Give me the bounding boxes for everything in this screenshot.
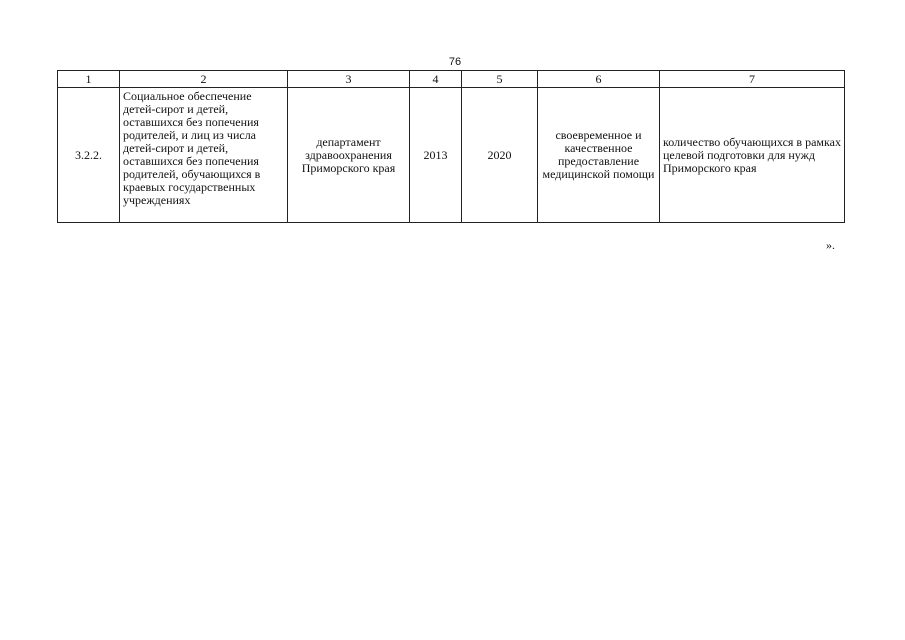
column-header-1: 1	[58, 71, 120, 88]
table-row	[58, 88, 845, 223]
activity-name: Социальное обеспечение детей-сирот и детей, оставшихся без попечения родителей, и лиц из числа детей-сирот и детей, оставшихся без попечения родителей, обучающихся в краевых государственных учреждениях	[120, 88, 288, 223]
column-header-5: 5	[462, 71, 538, 88]
column-header-2: 2	[120, 71, 288, 88]
column-header-4: 4	[410, 71, 462, 88]
page-number: 76	[448, 56, 462, 68]
column-header-6: 6	[538, 71, 660, 88]
closing-quote-mark: ».	[826, 238, 835, 252]
indicator: количество обучающихся в рамках целевой подготовки для нужд Приморского края	[660, 88, 845, 223]
executor: департамент здравоохранения Приморского края	[288, 88, 410, 223]
expected-result: своевременное и качественное предоставление медицинской помощи	[538, 88, 660, 223]
end-year: 2020	[462, 88, 538, 223]
header-row	[58, 71, 845, 88]
column-header-7: 7	[660, 71, 845, 88]
program-table	[57, 70, 845, 223]
column-header-3: 3	[288, 71, 410, 88]
start-year: 2013	[410, 88, 462, 223]
row-code: 3.2.2.	[58, 88, 120, 223]
